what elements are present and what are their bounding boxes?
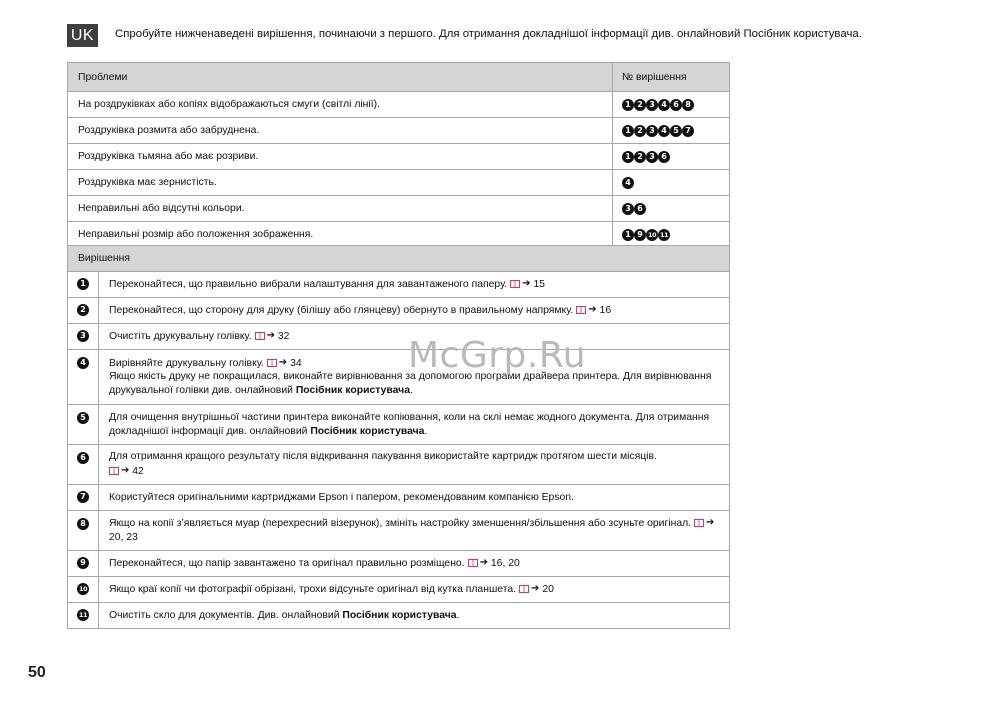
- solution-row: [68, 511, 730, 551]
- solutions-header-label: Вирішення: [68, 246, 730, 272]
- solution-number-marker: 4: [658, 125, 670, 137]
- solution-number-marker: 5: [670, 125, 682, 137]
- solution-text-cell: [99, 603, 730, 629]
- problems-header-label: Проблеми: [68, 63, 613, 92]
- intro-text: Спробуйте нижченаведені вирішення, починаючи з першого. Для отримання докладнішої інформації див. онлайновий Посібник користувача.: [115, 28, 862, 40]
- solution-number-marker: 3: [646, 99, 658, 111]
- right-arrow-icon: ➔: [706, 517, 715, 529]
- solution-text: Якщо краї копії чи фотографії обрізані, трохи відсуньте оригінал від кутка планшета.: [109, 583, 517, 595]
- solution-text-cell: [99, 485, 730, 511]
- solution-number-marker: 10: [647, 230, 657, 239]
- problem-solution-numbers: [613, 170, 730, 196]
- solution-number-marker: 9: [634, 229, 646, 241]
- solution-row: [68, 324, 730, 350]
- problem-text: Роздруківка розмита або забруднена.: [68, 118, 613, 144]
- solution-number-marker: 1: [77, 278, 89, 290]
- problem-row: [68, 222, 730, 248]
- language-badge: UK: [67, 24, 98, 47]
- solution-number-marker: 3: [646, 151, 658, 163]
- solution-number-marker: 10: [78, 584, 88, 593]
- manual-reference-icon: [694, 519, 704, 527]
- solution-text-cell: [99, 445, 730, 485]
- page-reference: 42: [132, 465, 144, 477]
- solution-marker-cell: [68, 551, 99, 577]
- solution-marker-cell: [68, 445, 99, 485]
- problem-row: [68, 144, 730, 170]
- solution-number-marker: 7: [77, 491, 89, 503]
- manual-reference-icon: [468, 559, 478, 567]
- solution-number-marker: 6: [634, 203, 646, 215]
- problem-solution-numbers: [613, 118, 730, 144]
- solution-row: [68, 551, 730, 577]
- solution-number-marker: 4: [658, 99, 670, 111]
- solution-number-marker: 1: [622, 229, 634, 241]
- solution-row: [68, 445, 730, 485]
- page-reference: 15: [533, 278, 545, 290]
- solution-row: [68, 577, 730, 603]
- page-reference: 20, 23: [109, 531, 138, 543]
- solutions-table: [67, 245, 730, 629]
- solution-marker-cell: [68, 603, 99, 629]
- solution-number-marker: 3: [646, 125, 658, 137]
- right-arrow-icon: ➔: [278, 356, 288, 368]
- solution-text: Для отримання кращого результату після відкривання пакування використайте картридж протягом шести місяців.: [109, 451, 657, 463]
- manual-reference-icon: [510, 280, 520, 288]
- solution-marker-cell: [68, 324, 99, 350]
- right-arrow-icon: ➔: [522, 278, 531, 290]
- solution-text-cell: [99, 511, 730, 551]
- page-reference: 34: [290, 357, 302, 369]
- solution-number-marker: 3: [622, 203, 634, 215]
- solution-marker-cell: [68, 272, 99, 298]
- problem-solution-numbers: [613, 196, 730, 222]
- solution-marker-cell: [68, 511, 99, 551]
- solution-row: [68, 485, 730, 511]
- page-number: 50: [28, 664, 46, 681]
- right-arrow-icon: ➔: [531, 583, 540, 595]
- solution-row: [68, 603, 730, 629]
- solution-number-marker: 1: [622, 125, 634, 137]
- solution-marker-cell: [68, 350, 99, 405]
- punctuation: .: [424, 425, 428, 437]
- problems-header-row: [68, 63, 730, 92]
- problems-table: [67, 62, 730, 248]
- problem-text: Роздруківка тьмяна або має розриви.: [68, 144, 613, 170]
- right-arrow-icon: ➔: [266, 330, 275, 342]
- solution-text: Для очищення внутрішньої частини принтера виконайте копіювання, коли на склі немає жодного документа. Для отримання докладнішої інформації див. онлайновий: [109, 411, 710, 437]
- right-arrow-icon: ➔: [588, 304, 597, 316]
- solution-text-cell: [99, 577, 730, 603]
- solution-number-marker: 8: [77, 518, 89, 530]
- manual-reference-icon: [519, 585, 529, 593]
- punctuation: .: [409, 385, 413, 397]
- solution-number-marker: 1: [622, 151, 634, 163]
- page-reference: 20: [542, 583, 554, 595]
- solution-text-cell: [99, 551, 730, 577]
- user-guide-title: Посібник користувача: [295, 385, 410, 397]
- solution-text: Переконайтеся, що папір завантажено та оригінал правильно розміщено.: [109, 557, 465, 569]
- manual-reference-icon: [267, 359, 277, 367]
- solution-number-marker: 6: [670, 99, 682, 111]
- problem-row: [68, 118, 730, 144]
- solution-text-cell: [99, 298, 730, 324]
- right-arrow-icon: ➔: [121, 465, 130, 477]
- page-reference: 32: [277, 330, 290, 342]
- solution-number-marker: 2: [77, 304, 89, 316]
- solution-number-marker: 3: [77, 330, 89, 342]
- solution-text: Переконайтеся, що сторону для друку (білішу або глянцеву) обернуто в правильному напрямку.: [109, 304, 574, 316]
- solution-extra-text: Якщо якість друку не покращилася, виконайте вирівнювання за допомогою програми драйвера принтера. Для вирівнювання друкувальної голівки див. онлайновий: [109, 371, 712, 397]
- solution-row: [68, 405, 730, 445]
- problem-row: [68, 92, 730, 118]
- problem-text: Неправильні або відсутні кольори.: [68, 196, 613, 222]
- problem-solution-numbers: [613, 222, 730, 248]
- problem-text: На роздруківках або копіях відображаються смуги (світлі лінії).: [68, 92, 613, 118]
- solution-number-marker: 7: [682, 125, 694, 137]
- solution-number-marker: 4: [77, 357, 89, 369]
- solutions-header-row: [68, 246, 730, 272]
- solution-number-marker: 8: [682, 99, 694, 111]
- page-reference: 16, 20: [490, 557, 520, 569]
- solution-text-cell: [99, 405, 730, 445]
- solution-number-marker: 11: [659, 230, 669, 239]
- solution-marker-cell: [68, 485, 99, 511]
- manual-reference-icon: [109, 467, 119, 475]
- solution-number-marker: 2: [634, 99, 646, 111]
- problem-row: [68, 196, 730, 222]
- solution-row: [68, 298, 730, 324]
- solution-text: Очистіть друкувальну голівку.: [109, 330, 252, 342]
- solution-number-marker: 6: [77, 452, 89, 464]
- solution-marker-cell: [68, 405, 99, 445]
- right-arrow-icon: ➔: [479, 557, 488, 569]
- solution-text: Якщо на копії з’являється муар (перехресний візерунок), змініть настройку зменшення/збільшення або зсуньте оригінал.: [109, 517, 692, 529]
- solution-marker-cell: [68, 298, 99, 324]
- user-guide-title: Посібник користувача: [342, 609, 457, 621]
- problem-text: Неправильні розмір або положення зображення.: [68, 222, 613, 248]
- user-guide-title: Посібник користувача: [310, 425, 425, 437]
- solution-text: Користуйтеся оригінальними картриджами Epson і папером, рекомендованим компанією Epson.: [109, 491, 574, 503]
- solution-text: Очистіть скло для документів. Див. онлайновий: [109, 609, 343, 621]
- problem-solution-numbers: [613, 92, 730, 118]
- problem-text: Роздруківка має зернистість.: [68, 170, 613, 196]
- manual-reference-icon: [255, 332, 265, 340]
- solution-number-marker: 5: [77, 412, 89, 424]
- solution-text: Вирівняйте друкувальну голівку.: [109, 357, 264, 369]
- watermark: McGrp.Ru: [408, 335, 587, 376]
- page-reference: 16: [599, 304, 612, 316]
- problem-solution-numbers: [613, 144, 730, 170]
- solution-text: Переконайтеся, що правильно вибрали налаштування для завантаженого паперу.: [109, 278, 508, 290]
- solution-number-marker: 4: [622, 177, 634, 189]
- punctuation: .: [456, 609, 460, 621]
- solution-number-marker: 2: [634, 125, 646, 137]
- solution-row: [68, 350, 730, 405]
- solution-number-marker: 6: [658, 151, 670, 163]
- solution-number-marker: 2: [634, 151, 646, 163]
- solution-marker-cell: [68, 577, 99, 603]
- solution-number-marker: 9: [77, 557, 89, 569]
- problem-row: [68, 170, 730, 196]
- solution-number-header: № вирішення: [613, 63, 730, 92]
- solution-text-cell: [99, 272, 730, 298]
- solution-number-marker: 1: [622, 99, 634, 111]
- solution-row: [68, 272, 730, 298]
- manual-reference-icon: [576, 306, 586, 314]
- solution-number-marker: 11: [78, 610, 88, 619]
